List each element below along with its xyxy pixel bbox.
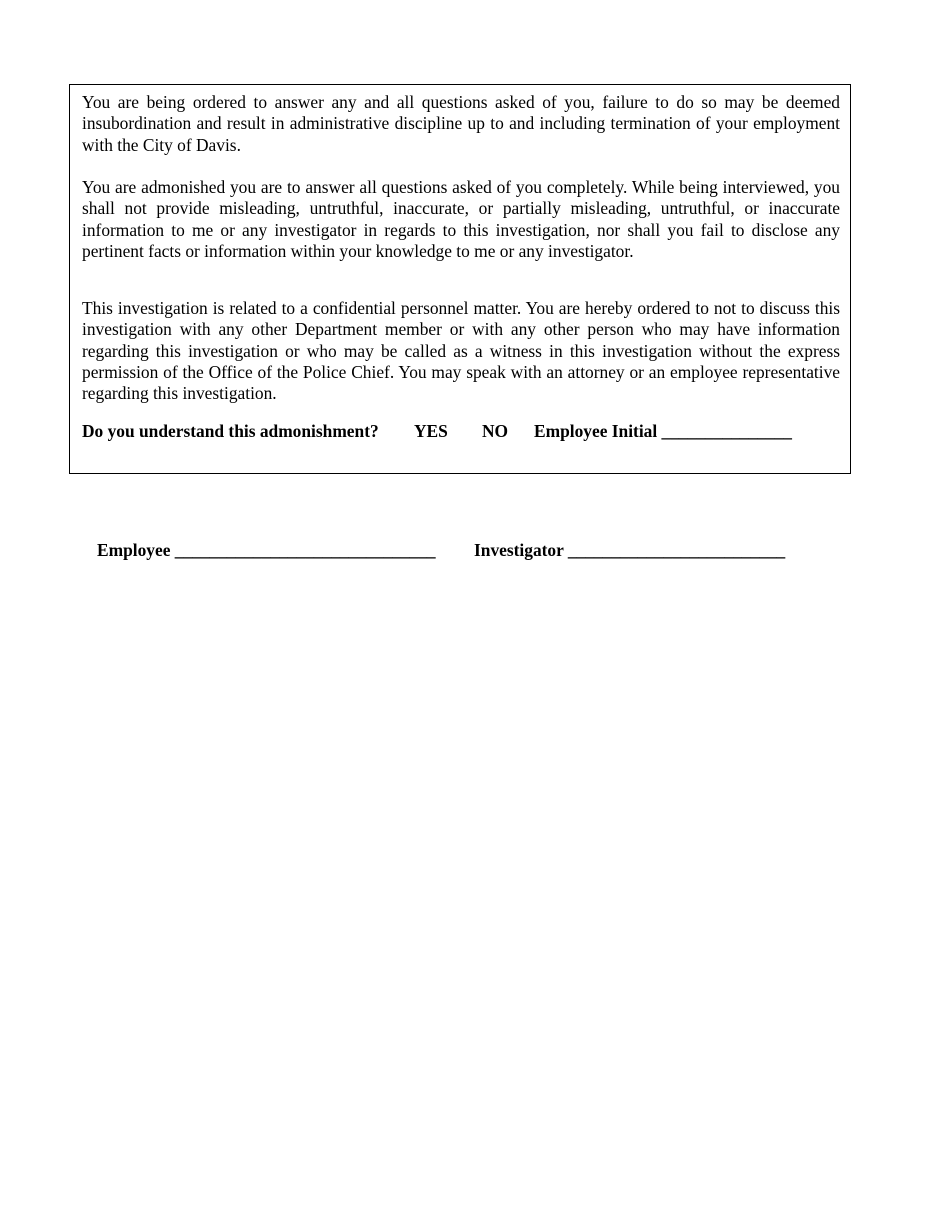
yes-option[interactable]: YES (414, 421, 448, 441)
employee-signature-field[interactable]: Employee ______________________________ (97, 540, 436, 560)
admonishment-box (69, 84, 851, 474)
investigator-signature-field[interactable]: Investigator _________________________ (474, 540, 786, 560)
employee-initial-field[interactable]: Employee Initial _______________ (534, 421, 792, 441)
admonishment-paragraph-truthfulness: You are admonished you are to answer all questions asked of you completely. While being interviewed, you shall not provide misleading, untruthful, inaccurate, or partially misleading, untruthful, or inaccurate information to me or any investigator in regards to this investigation, nor shall you fail to disclose any pertinent facts or information within your knowledge to me or any investigator. (82, 177, 840, 261)
admonishment-paragraph-order: You are being ordered to answer any and all questions asked of you, failure to do so may be deemed insubordination and result in administrative discipline up to and including termination of your employment with the City of Davis. (82, 92, 840, 155)
no-option[interactable]: NO (482, 421, 509, 441)
admonishment-paragraph-confidentiality: This investigation is related to a confidential personnel matter. You are hereby ordered to not to discuss this investigation with any other Department member or with any other person who may have information regarding this investigation or who may be called as a witness in this investigation without the express permission of the Office of the Police Chief. You may speak with an attorney or an employee representative regarding this investigation. (82, 298, 840, 404)
understanding-question: Do you understand this admonishment? (82, 421, 379, 441)
